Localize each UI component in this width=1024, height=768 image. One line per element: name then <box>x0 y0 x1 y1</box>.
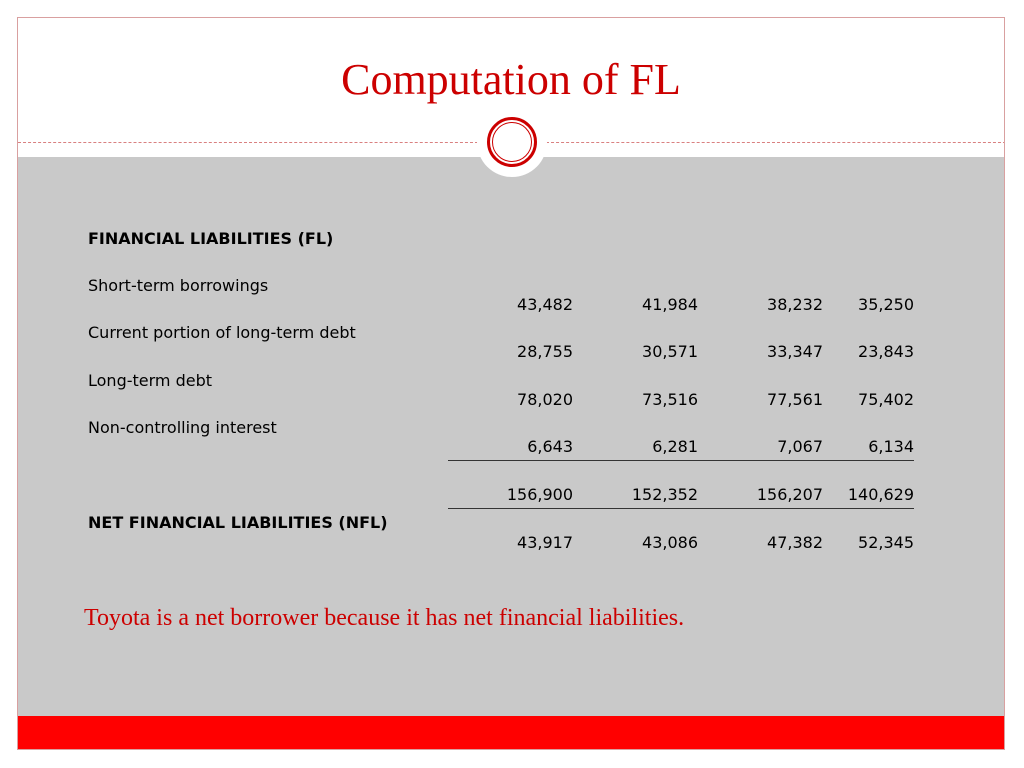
value-cell: 6,134 <box>868 437 914 456</box>
section-header: FINANCIAL LIABILITIES (FL) <box>88 229 334 248</box>
nfl-cell: 47,382 <box>767 533 823 552</box>
total-cell: 152,352 <box>631 485 698 504</box>
slide <box>17 17 1005 750</box>
row-label-non-controlling-interest: Non-controlling interest <box>88 418 277 437</box>
value-cell: 6,281 <box>652 437 698 456</box>
total-cell: 140,629 <box>847 485 914 504</box>
row-label-long-term-debt: Long-term debt <box>88 371 213 390</box>
title-divider-left <box>18 142 478 143</box>
nfl-label: NET FINANCIAL LIABILITIES (NFL) <box>88 513 388 532</box>
total-cell: 156,900 <box>506 485 573 504</box>
row-label-short-term-borrowings: Short-term borrowings <box>88 276 269 295</box>
title-divider-right <box>546 142 1005 143</box>
nfl-cell: 43,086 <box>642 533 698 552</box>
footer-bar <box>18 716 1004 750</box>
value-cell: 6,643 <box>527 437 573 456</box>
total-rule <box>448 508 914 509</box>
value-cell: 43,482 <box>517 295 573 314</box>
value-cell: 30,571 <box>642 342 698 361</box>
nfl-cell: 52,345 <box>858 533 914 552</box>
content-area <box>18 157 1004 717</box>
value-cell: 38,232 <box>767 295 823 314</box>
value-cell: 73,516 <box>642 390 698 409</box>
value-cell: 41,984 <box>642 295 698 314</box>
row-label-current-portion: Current portion of long-term debt <box>88 323 356 342</box>
total-cell: 156,207 <box>756 485 823 504</box>
value-cell: 7,067 <box>777 437 823 456</box>
circle-inner-icon <box>492 122 532 162</box>
value-cell: 75,402 <box>858 390 914 409</box>
slide-title: Computation of FL <box>341 55 681 104</box>
conclusion-text: Toyota is a net borrower because it has net financial liabilities. <box>84 605 685 631</box>
value-cell: 35,250 <box>858 295 914 314</box>
value-cell: 78,020 <box>517 390 573 409</box>
value-cell: 23,843 <box>858 342 914 361</box>
value-cell: 77,561 <box>767 390 823 409</box>
value-cell: 28,755 <box>517 342 573 361</box>
nfl-cell: 43,917 <box>517 533 573 552</box>
value-cell: 33,347 <box>767 342 823 361</box>
subtotal-rule <box>448 460 914 461</box>
